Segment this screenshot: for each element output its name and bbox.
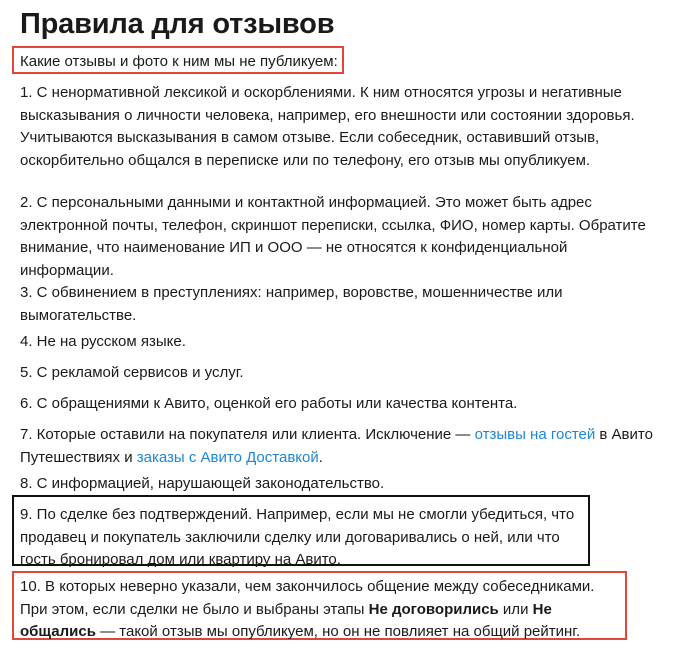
rule-7-text-before: 7. Которые оставили на покупателя или клиента. Исключение — bbox=[20, 426, 475, 443]
rule-10-text-middle: или bbox=[498, 600, 533, 618]
stage-not-communicated-label: Не общались bbox=[20, 600, 552, 640]
avito-delivery-orders-link[interactable]: заказы с Авито Доставкой bbox=[136, 448, 319, 466]
page-title: Правила для отзывов bbox=[20, 8, 335, 40]
rule-10 bbox=[20, 576, 615, 644]
rule-10-text-after: — такой отзыв мы опубликуем, но он не повлияет на общий рейтинг. bbox=[95, 623, 581, 640]
rule-10-text-before: 10. В которых неверно указали, чем закончилось общение между собеседниками. При этом, если сделки не было и выбраны этапы bbox=[20, 578, 595, 618]
rule-5: 5. С рекламой сервисов и услуг. bbox=[20, 364, 244, 381]
rule-7 bbox=[20, 424, 665, 469]
rule-9: 9. По сделке без подтверждений. Например, если мы не смогли убедиться, что продавец и покупатель заключили сделку или договаривались о ней, или что гость бронировал дом или квартиру на Авито. bbox=[20, 506, 575, 568]
rule-6: 6. С обращениями к Авито, оценкой его работы или качества контента. bbox=[20, 395, 518, 412]
rule-8: 8. С информацией, нарушающей законодательство. bbox=[20, 475, 385, 492]
rule-2: 2. С персональными данными и контактной информацией. Это может быть адрес электронной почты, телефон, скриншот переписки, ссылка, ФИО, номер карты. Обратите внимание, что наименование ИП и ООО — не относятся к конфиденциальной информации. bbox=[20, 194, 646, 279]
stage-not-agreed-label: Не договорились bbox=[368, 600, 499, 618]
rule-7-text-middle: в Авито Путешествиях и bbox=[20, 426, 653, 466]
rule-7-text-after: . bbox=[318, 448, 323, 466]
guest-reviews-link[interactable]: отзывы на гостей bbox=[474, 426, 596, 443]
rule-1: 1. С ненормативной лексикой и оскорблениями. К ним относятся угрозы и негативные высказывания о личности человека, например, его внешности или состоянии здоровья. Учитываются высказывания в самом отзыве. Если собеседник, оставивший отзыв, оскорбительно общался в переписке или по телефону, его отзыв мы опубликуем. bbox=[20, 84, 635, 169]
rule-4: 4. Не на русском языке. bbox=[20, 333, 186, 350]
page-subtitle: Какие отзывы и фото к ним мы не публикуем: bbox=[20, 53, 338, 70]
rule-3: 3. С обвинением в преступлениях: например, воровстве, мошенничестве или вымогательстве. bbox=[20, 284, 563, 324]
